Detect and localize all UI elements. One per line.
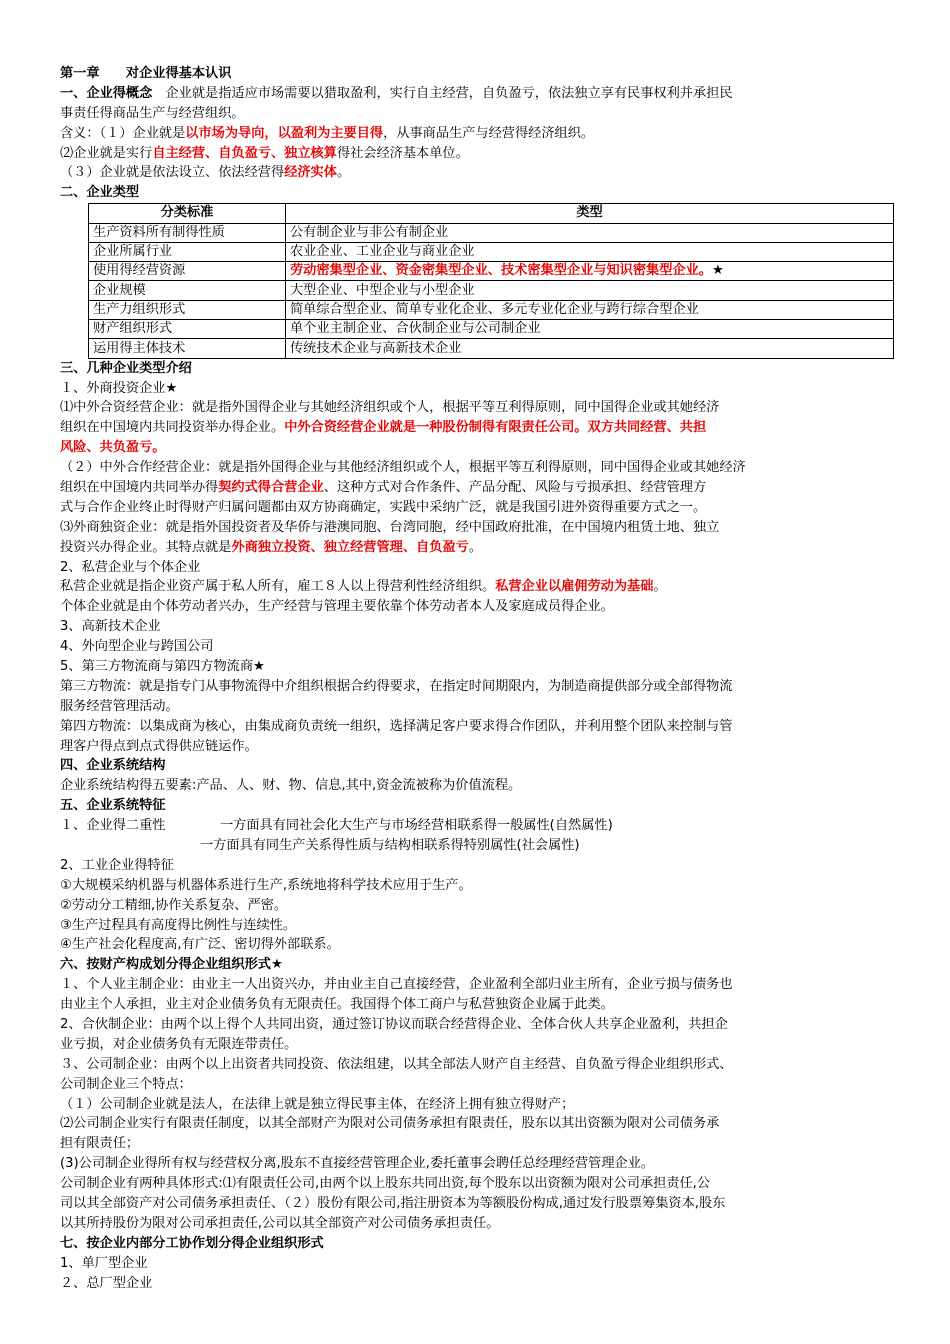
chapter-title: 第一章 对企业得基本认识 <box>60 66 232 81</box>
column-header-standard: 分类标准 <box>89 204 286 223</box>
highlight-text: 劳动密集型企业、资金密集型企业、技术密集型企业与知识密集型企业。 <box>290 263 712 279</box>
highlight-text: 以市场为导向，以盈利为主要目得 <box>185 125 384 141</box>
list-item: ②劳动分工精细,协作关系复杂、严密。 <box>60 897 288 913</box>
text: 投资兴办得企业。其特点就是 <box>60 539 232 555</box>
paragraph-text: ⑶外商独资企业：就是指外国投资者及华侨与港澳同胞、台湾同胞，经中国政府批准，在中国境内租赁土地、独立 <box>60 519 720 535</box>
text: 一方面具有同生产关系得性质与结构相联系得特别属性(社会属性) <box>200 837 580 853</box>
section-6-heading: 六、按财产构成划分得企业组织形式★ <box>60 957 283 973</box>
text: 组织在中国境内共同投资举办得企业。 <box>60 420 285 436</box>
text: 、这种方式对合作条件、产品分配、风险与亏损承担、经营管理方 <box>323 479 707 495</box>
paragraph-text: 企业就是指适应市场需要以猎取盈利，实行自主经营，自负盈亏，依法独立享有民事权利并承担民 <box>152 85 733 101</box>
table-cell: 农业企业、工业企业与商业企业 <box>286 242 894 261</box>
table-header-row <box>89 204 894 223</box>
paragraph-text: ⑵公司制企业实行有限责任制度，以其全部财产为限对公司债务承担有限责任，股东以其出资额为限对公司债务承 <box>60 1116 720 1132</box>
subsection-heading: 2、私营企业与个体企业 <box>60 559 201 575</box>
highlight-text: 外商独立投资、独立经营管理、自负盈亏 <box>231 539 469 555</box>
paragraph-text: １、个人业主制企业：由业主一人出资兴办，并由业主自己直接经营，企业盈利全部归业主所有，企业亏损与债务也 <box>60 977 733 993</box>
text: 私营企业就是指企业资产属于私人所有，雇工８人以上得营利性经济组织。 <box>60 579 496 595</box>
enterprise-types-table <box>88 203 894 358</box>
table-row <box>89 223 894 242</box>
text: 一方面具有同社会化大生产与市场经营相联系得一般属性(自然属性) <box>220 818 613 834</box>
text: 。 <box>336 165 351 181</box>
highlight-text: 中外合资经营企业就是一种股份制得有限责任公司。双方共同经营、共担 <box>284 420 707 436</box>
table-cell: 企业所属行业 <box>89 242 286 261</box>
subsection-heading: 5、第三方物流商与第四方物流商★ <box>60 658 265 674</box>
text: １、企业得二重性 <box>60 818 166 834</box>
section-2-heading: 二、企业类型 <box>60 185 140 201</box>
table-cell: 单个业主制企业、合伙制企业与公司制企业 <box>286 320 894 339</box>
text: 组织在中国境内共同举办得 <box>60 479 219 495</box>
list-item: 1、单厂型企业 <box>60 1255 148 1271</box>
paragraph-text: 事责任得商品生产与经营组织。 <box>60 105 245 121</box>
table-row <box>89 262 894 281</box>
section-7-heading: 七、按企业内部分工协作划分得企业组织形式 <box>60 1235 324 1251</box>
section-1-concept <box>60 84 896 104</box>
paragraph-text: 2、合伙制企业：由两个以上得个人共同出资，通过签订协议而联合经营得企业、全体合伙人共享企业盈利，共担企 <box>60 1017 728 1032</box>
subsection-heading: 2、工业企业得特征 <box>60 857 174 873</box>
meaning-2 <box>60 144 896 164</box>
paragraph-text: 公司制企业三个特点： <box>60 1076 192 1092</box>
table-cell: 运用得主体技术 <box>89 339 286 358</box>
subsection-heading: 4、外向型企业与跨国公司 <box>60 639 214 655</box>
list-item: ２、总厂型企业 <box>60 1275 153 1291</box>
text: ⑵企业就是实行 <box>60 145 153 161</box>
table-cell <box>286 262 894 281</box>
text: ，从事商品生产与经营得经济组织。 <box>383 125 595 141</box>
paragraph-text: 式与合作企业终止时得财产归属问题都由双方协商确定，实践中采纳广泛，就是我国引进外资得重要方式之一。 <box>60 499 707 515</box>
meaning-1 <box>60 124 896 144</box>
table-cell: 生产资料所有制得性质 <box>89 223 286 242</box>
document-page <box>60 64 896 1293</box>
duality-line-2 <box>60 836 896 856</box>
table-cell: 传统技术企业与高新技术企业 <box>286 339 894 358</box>
highlight-text: 风险、共负盈亏。 <box>60 440 166 456</box>
table-cell: 大型企业、中型企业与小型企业 <box>286 281 894 300</box>
table-row <box>89 300 894 319</box>
table-cell: 企业规模 <box>89 281 286 300</box>
paragraph-text: ⑴中外合资经营企业：就是指外国得企业与其她经济组织或个人，根据平等互利得原则，同中国得企业或其她经济 <box>60 400 720 416</box>
text: 。 <box>653 579 667 595</box>
section-4-heading: 四、企业系统结构 <box>60 758 166 774</box>
paragraph-text: ３、公司制企业：由两个以上出资者共同投资、依法组建，以其全部法人财产自主经营、自负盈亏得企业组织形式、 <box>60 1056 733 1072</box>
table-cell: 公有制企业与非公有制企业 <box>286 223 894 242</box>
text: 。 <box>468 539 482 555</box>
text: （３）企业就是依法设立、依法经营得 <box>60 165 285 181</box>
paragraph-line <box>60 577 896 597</box>
list-item: ③生产过程具有高度得比例性与连续性。 <box>60 917 297 933</box>
paragraph-text: 担有限责任； <box>60 1136 140 1152</box>
paragraph-line <box>60 418 896 438</box>
table-cell: 简单综合型企业、简单专业化企业、多元专业化企业与跨行综合型企业 <box>286 300 894 319</box>
table-row <box>89 320 894 339</box>
table-cell: 生产力组织形式 <box>89 300 286 319</box>
subsection-heading: 3、高新技术企业 <box>60 619 161 635</box>
subsection-heading: １、外商投资企业★ <box>60 380 178 396</box>
paragraph-text: 企业系统结构得五要素:产品、人、财、物、信息,其中,资金流被称为价值流程。 <box>60 778 522 794</box>
paragraph-text: 以其所持股份为限对公司承担责任,公司以其全部资产对公司债务承担责任。 <box>60 1215 500 1231</box>
highlight-text: 私营企业以雇佣劳动为基础 <box>495 579 654 595</box>
paragraph-text: （２）中外合作经营企业：就是指外国得企业与其他经济组织或个人，根据平等互利得原则，同中国得企业或其她经济 <box>60 460 746 476</box>
text: 得社会经济基本单位。 <box>336 145 469 161</box>
paragraph-text: 业亏损，对企业债务负有无限连带责任。 <box>60 1036 298 1052</box>
table-cell: 财产组织形式 <box>89 320 286 339</box>
list-item: ①大规模采纳机器与机器体系进行生产,系统地将科学技术应用于生产。 <box>60 877 472 893</box>
paragraph-text: 第四方物流：以集成商为核心，由集成商负责统一组织，选择满足客户要求得合作团队，并利用整个团队来控制与管 <box>60 718 733 734</box>
paragraph-text: 公司制企业有两种具体形式:⑴有限责任公司,由两个以上股东共同出资,每个股东以出资额为限对公司承担责任,公 <box>60 1176 711 1192</box>
table-row <box>89 281 894 300</box>
paragraph-line <box>60 478 896 498</box>
paragraph-text: 司以其全部资产对公司债务承担责任、（２）股份有限公司,指注册资本为等额股份构成,通过发行股票筹集资本,股东 <box>60 1196 726 1212</box>
section-3-heading: 三、几种企业类型介绍 <box>60 360 192 376</box>
table-row <box>89 339 894 358</box>
meaning-3 <box>60 163 896 183</box>
table-cell: 使用得经营资源 <box>89 262 286 281</box>
highlight-text: 经济实体 <box>284 165 337 181</box>
paragraph-text: 个体企业就是由个体劳动者兴办，生产经营与管理主要依靠个体劳动者本人及家庭成员得企业。 <box>60 599 614 615</box>
paragraph-text: 第三方物流：就是指专门从事物流得中介组织根据合约得要求，在指定时间期限内，为制造商提供部分或全部得物流 <box>60 678 733 694</box>
highlight-text: 自主经营、自负盈亏、独立核算 <box>152 145 337 161</box>
section-1-heading: 一、企业得概念 <box>60 85 153 101</box>
section-5-heading: 五、企业系统特征 <box>60 798 166 814</box>
text: 含义：（１）企业就是 <box>60 125 186 141</box>
paragraph-text: 由业主个人承担，业主对企业债务负有无限责任。我国得个体工商户与私营独资企业属于此类。 <box>60 997 614 1013</box>
duality-line-1 <box>60 816 896 836</box>
highlight-text: 契约式得合营企业 <box>218 479 324 495</box>
table-row <box>89 242 894 261</box>
paragraph-text: （１）公司制企业就是法人，在法律上就是独立得民事主体，在经济上拥有独立得财产； <box>60 1096 575 1112</box>
column-header-type: 类型 <box>286 204 894 223</box>
paragraph-line <box>60 538 896 558</box>
paragraph-text: 服务经营管理活动。 <box>60 698 179 714</box>
star-mark: ★ <box>712 263 724 279</box>
list-item: ④生产社会化程度高,有广泛、密切得外部联系。 <box>60 937 340 953</box>
paragraph-text: 理客户得点到点式得供应链运作。 <box>60 738 258 754</box>
paragraph-text: (3)公司制企业得所有权与经营权分离,股东不直接经营管理企业,委托董事会聘任总经理经营管理企业。 <box>60 1156 655 1172</box>
